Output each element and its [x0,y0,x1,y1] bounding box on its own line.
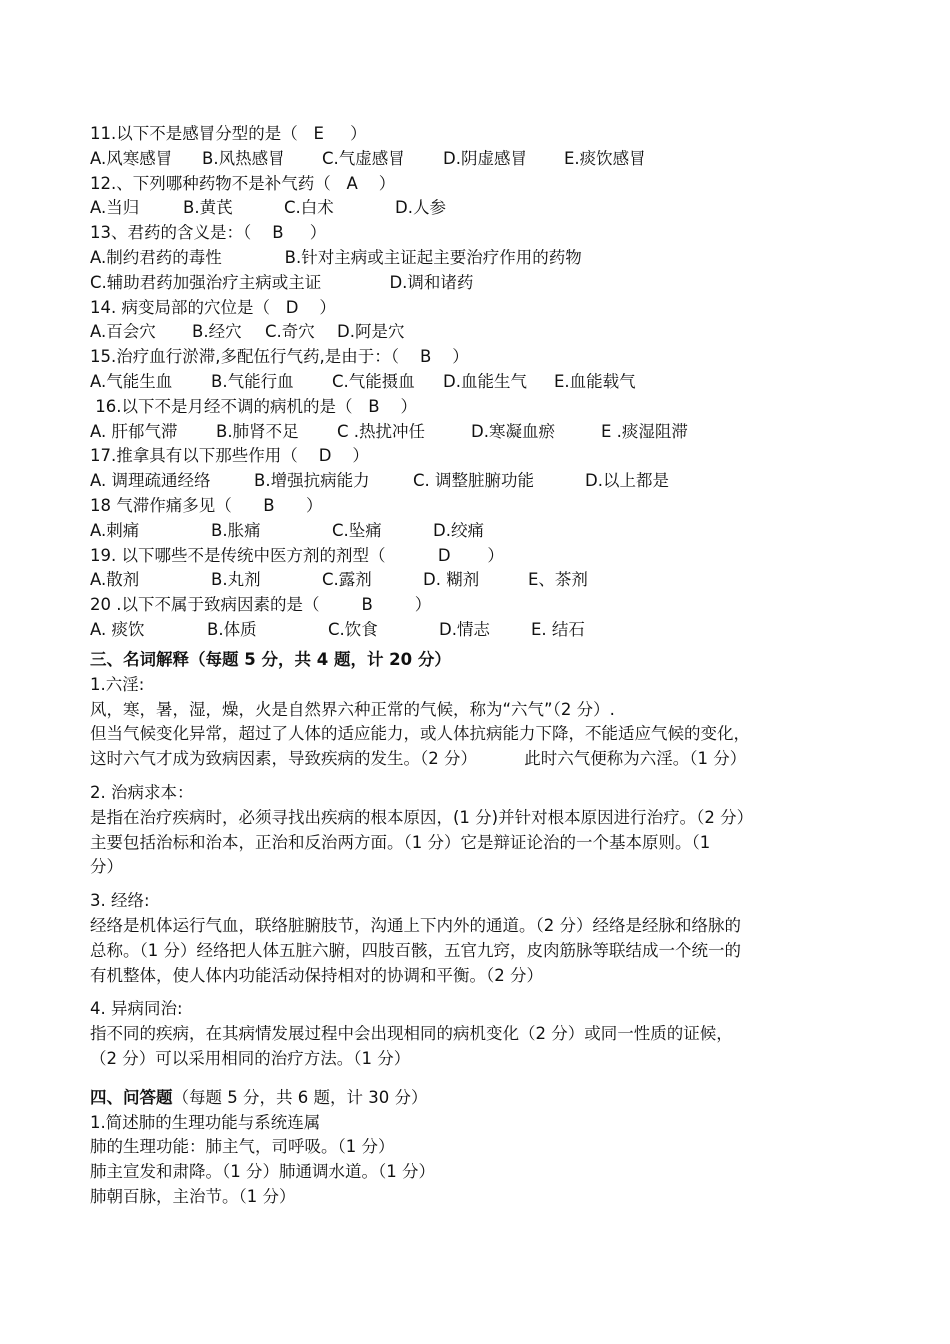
term-1-title: 1.六淫: [90,674,145,694]
options-19 [90,568,870,593]
option: A. 肝郁气滞 [90,421,178,441]
option: D.血能生气 [443,371,527,391]
section-4-title-bold: 四、问答题 [90,1087,173,1107]
option: C. 调整脏腑功能 [413,471,535,491]
qa-1-question: 1.简述肺的生理功能与系统连属 [90,1112,321,1132]
term-3-line: 有机整体，使人体内功能活动保持相对的协调和平衡。（2 分） [90,965,543,985]
option: D.以上都是 [585,471,669,491]
option: E .痰湿阻滞 [601,421,688,441]
qa-1-answer-line: 肺的生理功能：肺主气，司呼吸。（1 分） [90,1137,395,1157]
section-4-title [90,1085,870,1111]
option: B.胀痛 [211,520,261,540]
option: A. 调理疏通经络 [90,471,211,491]
option: E.血能载气 [554,371,636,391]
options-20 [90,618,870,643]
option: B.风热感冒 [202,148,285,168]
term-2-line: 是指在治疗疾病时，必须寻找出疾病的根本原因，(1 分)并针对根本原因进行治疗。（2 分） [90,807,754,827]
section-4-title-rest: （每题 5 分，共 6 题，计 30 分） [172,1087,428,1107]
option: A.风寒感冒 [90,148,173,168]
option: A.刺痛 [90,520,140,540]
question-12: 12.、下列哪种药物不是补气药（ A ） [90,173,396,193]
term-4-title: 4. 异病同治: [90,999,183,1019]
option: B.丸剂 [211,570,261,590]
term-2-line: 分） [90,857,123,877]
option: B.黄芪 [183,198,233,218]
options-15 [90,370,870,395]
term-3-line: 经络是机体运行气血，联络脏腑肢节，沟通上下内外的通道。（2 分）经络是经脉和络脉的 [90,915,741,935]
option: C.白术 [284,198,334,218]
term-4-line: （2 分）可以采用相同的治疗方法。（1 分） [90,1048,411,1068]
option: C.奇穴 [265,322,315,342]
option: C.露剂 [322,570,372,590]
question-20: 20 .以下不属于致病因素的是（ B ） [90,595,432,615]
question-11: 11.以下不是感冒分型的是（ E ） [90,124,367,143]
question-19: 19. 以下哪些不是传统中医方剂的剂型（ D ） [90,545,504,565]
options-16 [90,420,870,445]
options-12 [90,196,870,221]
question-14: 14. 病变局部的穴位是（ D ） [90,297,336,317]
option: C.气能摄血 [332,371,415,391]
option: A. 痰饮 [90,619,145,639]
options-11 [90,147,870,172]
term-1-line: 但当气候变化异常，超过了人体的适应能力，或人体抗病能力下降，不能适应气候的变化， [90,724,750,744]
option: D.情志 [439,619,490,639]
option: B.肺肾不足 [216,421,299,441]
option: A.百会穴 [90,322,156,342]
option: D.人参 [395,198,446,218]
option: C.饮食 [328,619,378,639]
term-3-title: 3. 经络: [90,891,150,911]
question-18: 18 气滞作痛多见（ B ） [90,495,323,515]
option: C .热扰冲任 [337,421,426,441]
option: D.阿是穴 [337,322,405,342]
qa-1-answer-line: 肺主宣发和肃降。（1 分）肺通调水道。（1 分） [90,1162,435,1182]
option: D. 糊剂 [423,570,480,590]
option: B.气能行血 [211,371,294,391]
term-2-title: 2. 治病求本： [90,782,194,802]
option: D.阴虚感冒 [443,148,527,168]
options-14 [90,320,870,345]
qa-1-answer-line: 肺朝百脉，主治节。（1 分） [90,1187,296,1207]
term-3-line: 总称。（1 分）经络把人体五脏六腑，四肢百骸，五官九窍，皮肉筋脉等联结成一个统一的 [90,940,741,960]
options-13-line-2: C.辅助君药加强治疗主病或主证 D.调和诸药 [90,272,474,292]
option: A.气能生血 [90,371,173,391]
document-page [90,122,870,1210]
question-15: 15.治疗血行淤滞,多配伍行气药,是由于：（ B ） [90,347,469,367]
option: C.坠痛 [332,520,382,540]
option: E.痰饮感冒 [564,148,646,168]
question-13: 13、君药的含义是：（ B ） [90,223,327,243]
option: D.寒凝血瘀 [471,421,555,441]
section-3-title: 三、名词解释（每题 5 分，共 4 题，计 20 分） [90,649,451,669]
option: A.当归 [90,198,140,218]
option: E. 结石 [531,619,585,639]
question-17: 17.推拿具有以下那些作用（ D ） [90,446,369,466]
options-13-line-1: A.制约君药的毒性 B.针对主病或主证起主要治疗作用的药物 [90,247,582,267]
term-1-line: 风，寒，暑，湿，燥，火是自然界六种正常的气候，称为“六气”（2 分）. [90,699,615,719]
term-2-line: 主要包括治标和治本，正治和反治两方面。（1 分）它是辩证论治的一个基本原则。（1 [90,832,711,852]
term-4-line: 指不同的疾病，在其病情发展过程中会出现相同的病机变化（2 分）或同一性质的证候， [90,1024,733,1044]
option: B.体质 [207,619,257,639]
option: A.散剂 [90,570,140,590]
options-17 [90,469,870,494]
option: C.气虚感冒 [322,148,405,168]
question-16: 16.以下不是月经不调的病机的是（ B ） [90,396,418,416]
option: D.绞痛 [433,520,484,540]
term-1-line: 这时六气才成为致病因素，导致疾病的发生。（2 分） 此时六气便称为六淫。（1 分） [90,749,747,769]
options-18 [90,519,870,544]
option: B.经穴 [192,322,242,342]
option: B.增强抗病能力 [254,471,370,491]
option: E、茶剂 [528,570,588,590]
